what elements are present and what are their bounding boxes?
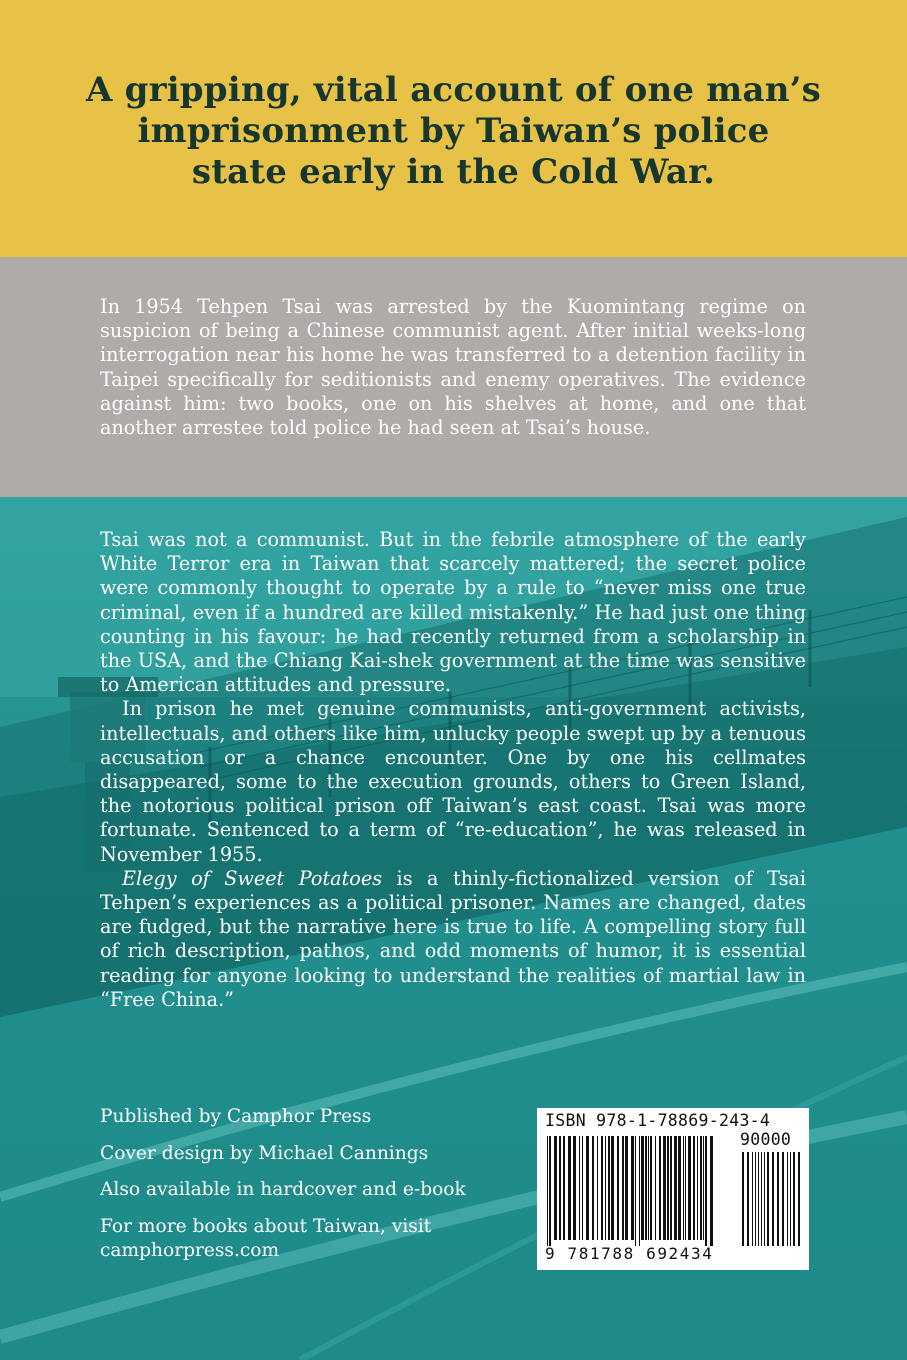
barcode-bar [605,1136,606,1240]
more-books-note [100,1215,520,1263]
barcode-bar [601,1136,603,1240]
barcode-bar [790,1152,791,1246]
barcode-bar [705,1136,707,1246]
body-paragraph-1: Tsai was not a communist. But in the febrile atmosphere of the early White Terror era in Taiwan that scarcely mattered; the secret police were commonly thought to operate by a rule to “never miss one true criminal, even if a hundred are killed mistakenly.” He had just one thing counting in his favour: he had recently returned from a scholarship in the USA, and the Chiang Kai-shek government at the time was sensitive to American attitudes and pressure. [100,528,806,697]
barcode-bar [683,1136,684,1240]
headline-line-3: state early in the Cold War. [191,152,716,192]
barcode-bar [617,1136,619,1240]
barcode-bar [635,1136,636,1246]
website-link[interactable]: camphorpress.com [100,1239,280,1261]
barcode-bar [554,1136,557,1240]
barcode-bar [793,1152,795,1246]
body-paragraph-3 [100,867,806,1012]
barcode-bar [573,1136,576,1240]
intro-block [100,295,806,440]
barcode-bar [767,1152,769,1246]
barcode-bar [645,1136,647,1240]
barcode-bar [622,1136,624,1240]
barcode-bar [659,1136,661,1240]
isbn-number: ISBN 978-1-78869-243-4 [545,1111,771,1130]
barcode-bar [650,1136,652,1240]
barcode-bar [547,1136,548,1246]
barcode-bar [579,1136,580,1240]
headline [40,70,867,193]
design-credit: Cover design by Michael Cannings [100,1142,429,1164]
intro-paragraph: In 1954 Tehpen Tsai was arrested by the Kuomintang regime on suspicion of being a Chinese communist agent. After initial weeks-long interrogation near his home he was transferred to a detention facility in Taipei specifically for seditionists and enemy operatives. The evidence against him: two books, one on his shelves at home, and one that another arrestee told police he had seen at Tsai’s house. [100,295,806,440]
barcode-bar [663,1136,666,1240]
barcode-bar [674,1136,677,1240]
barcode-bar [563,1136,565,1240]
barcode-bar [611,1136,614,1240]
barcode-bar [685,1136,686,1240]
barcode-bar [697,1136,698,1240]
barcode-bar [703,1136,704,1240]
barcode-bar [700,1136,702,1240]
ean-digits: 9 781788 692434 [545,1244,714,1263]
barcode-bar [667,1136,669,1240]
barcode-bar [777,1152,779,1246]
barcode-bar [787,1152,788,1246]
barcode-bar [782,1152,784,1246]
barcode-bar [648,1136,649,1240]
barcode-bar [747,1152,749,1246]
barcode-bar [764,1152,765,1246]
barcode-bar [582,1136,583,1240]
barcode-bar [641,1136,644,1240]
barcode-bar [586,1136,589,1240]
body-text [100,528,806,1012]
body-paragraph-2: In prison he met genuine communists, anti-government activists, intellectuals, and others like him, unlucky people swept up by a tenuous accusation or a chance encounter. One by one his cellmates disappeared, some to the execution grounds, others to Green Island, the notorious political prison off Taiwan’s east coast. Tsai was more fortunate. Sentenced to a term of “re-education”, he was released in November 1955. [100,697,806,866]
barcode-bar [761,1152,762,1246]
barcode-bar [597,1136,598,1240]
barcode-bar [592,1136,594,1240]
barcode-bar [798,1152,800,1246]
more-books-line-1: For more books about Taiwan, visit [100,1215,432,1237]
barcode-bar [608,1136,610,1240]
barcode-bar [742,1152,744,1246]
barcode-bar [655,1136,656,1240]
barcode-bar [670,1136,672,1240]
barcode-bar [758,1152,759,1246]
isbn-barcode [537,1108,809,1270]
barcode-bar [631,1136,634,1240]
barcode-bar [639,1136,640,1246]
headline-line-2: imprisonment by Taiwan’s police [137,111,770,151]
publisher-credit: Published by Camphor Press [100,1106,372,1127]
credits-block [100,1105,520,1275]
body-paragraph-3-text: is a thinly-fictionalized version of Tsai Tehpen’s experiences as a political prisoner. Names are changed, dates are fudged, but the narrative here is true to life. A compelling story full of rich description, pathos, and odd moments of humor, it is essential reading for anyone looking to understand the realities of martial law in “Free China.” [100,866,806,1011]
formats-note: Also available in hardcover and e-book [100,1179,466,1200]
barcode-bar [772,1152,774,1246]
barcode-bar [625,1136,628,1240]
barcode-bar [752,1152,753,1246]
book-title: Elegy of Sweet Potatoes [122,866,383,890]
barcode-bar [710,1136,713,1246]
barcode-bar [549,1136,551,1246]
price-code: 90000 [740,1130,792,1149]
barcode-bar [559,1136,561,1240]
barcode-bar [678,1136,681,1240]
headline-line-1: A gripping, vital account of one man’s [85,70,821,110]
barcode-bar [693,1136,695,1240]
barcode-bar [688,1136,691,1240]
barcode-bar [568,1136,571,1240]
barcode-bar [755,1152,756,1246]
